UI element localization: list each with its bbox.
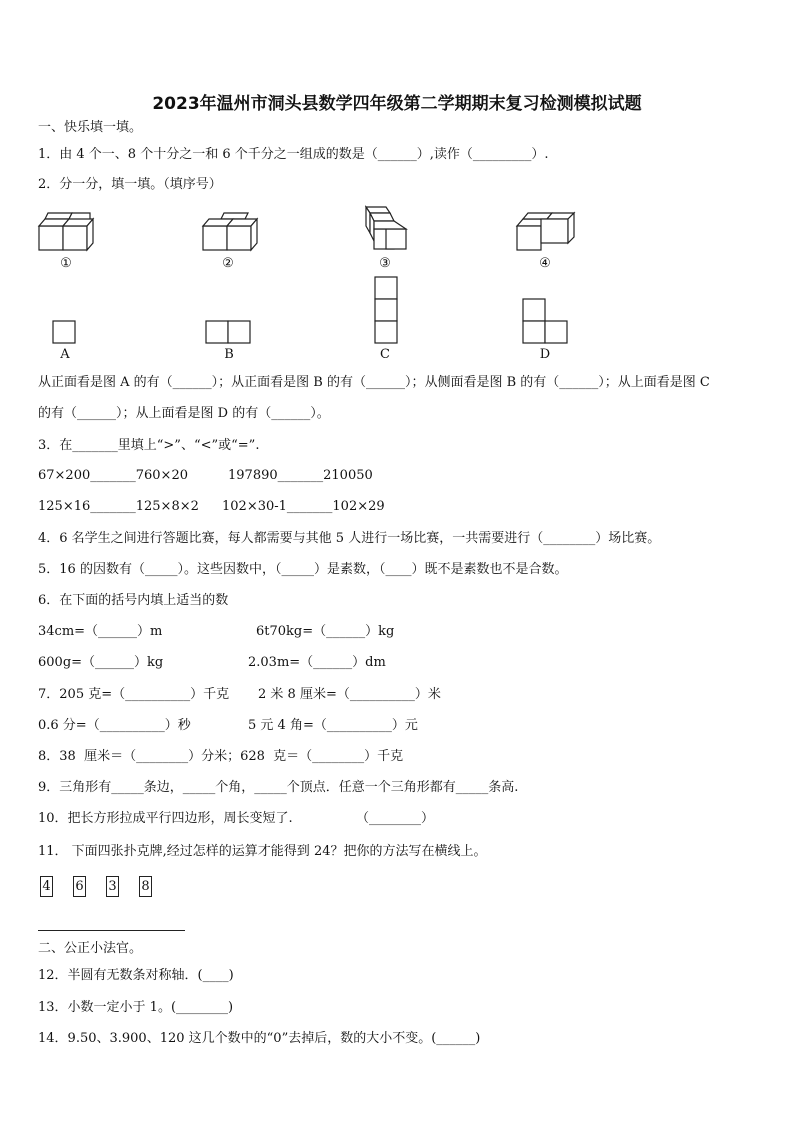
page-title: 2023年温州市洞头县数学四年级第二学期期末复习检测模拟试题 [152,94,642,114]
question-9: 9．三角形有_____条边，_____个角，_____个顶点．任意一个三角形都有_____条高. [38,780,519,795]
question-5: 5．16 的因数有（_____）。这些因数中，（_____）是素数，（____）既不是素数也不是合数。 [38,562,568,577]
question-7-row-1a: 7．205 克=（__________）千克 [38,687,230,702]
playing-card-4: 8 [139,876,152,897]
figure-label-3: ③ [379,256,391,271]
question-6: 6．在下面的括号内填上适当的数 [38,593,229,608]
view-c-vertical-squares [374,276,400,346]
question-6-row-2b: 2.03m=（______）dm [248,655,386,670]
playing-card-3: 3 [106,876,119,897]
question-10-answer: （________） [356,811,435,826]
question-8: 8．38 厘米＝（________）分米；628 克＝（________）千克 [38,749,404,764]
playing-card-2: 6 [73,876,86,897]
question-3: 3．在_______里填上“>”、“<”或“=”. [38,438,260,453]
question-7-row-2a: 0.6 分=（__________）秒 [38,718,191,733]
question-3-row-2a: 125×16_______125×8×2 [38,499,199,514]
question-6-row-1b: 6t70kg=（______）kg [256,624,395,639]
question-10: 10．把长方形拉成平行四边形，周长变短了. [38,811,293,826]
question-6-row-2a: 600g=（______）kg [38,655,164,670]
view-label-d: D [539,347,551,362]
view-d-l-shape [522,298,570,346]
question-3-row-1b: 197890_______210050 [228,468,373,483]
question-7-row-2b: 5 元 4 角=（__________）元 [248,718,418,733]
view-a-single-square [52,320,78,346]
cube-figure-2 [200,210,260,254]
question-3-row-1a: 67×200_______760×20 [38,468,188,483]
cube-figure-4 [514,210,578,254]
question-12: 12．半圆有无数条对称轴．(____) [38,968,234,983]
section-heading-2: 二、公正小法官。 [38,941,143,956]
question-14: 14．9.50、3.900、120 这几个数中的“0”去掉后，数的大小不变。(______) [38,1031,481,1046]
answer-line [38,930,185,931]
cube-figure-1 [36,210,98,254]
figure-label-4: ④ [539,256,551,271]
section-heading-1: 一、快乐填一填。 [38,120,143,135]
question-6-row-1a: 34cm=（______）m [38,624,163,639]
view-label-a: A [60,347,70,362]
cube-figure-3 [362,204,410,254]
view-label-c: C [380,347,390,362]
question-4: 4．6 名学生之间进行答题比赛，每人都需要与其他 5 人进行一场比赛，一共需要进行（________）场比赛。 [38,531,661,546]
question-3-row-2b: 102×30-1_______102×29 [222,499,385,514]
playing-card-1: 4 [40,876,53,897]
question-2-line-1: 从正面看是图 A 的有（______）；从正面看是图 B 的有（______）；从侧面看是图 B 的有（______）；从上面看是图 C [38,375,710,390]
question-1: 1．由 4 个一、8 个十分之一和 6 个千分之一组成的数是（______）,读作（_________）. [38,147,549,162]
question-7-row-1b: 2 米 8 厘米=（__________）米 [258,687,441,702]
figure-label-1: ① [60,256,72,271]
question-13: 13．小数一定小于 1。(________) [38,1000,234,1015]
view-b-two-squares [205,320,253,346]
figure-label-2: ② [222,256,234,271]
view-label-b: B [224,347,234,362]
question-2-line-2: 的有（______）；从上面看是图 D 的有（______）。 [38,406,330,421]
question-11: 11． 下面四张扑克牌,经过怎样的运算才能得到 24？把你的方法写在横线上。 [38,844,487,859]
question-2: 2．分一分，填一填。（填序号） [38,177,222,192]
